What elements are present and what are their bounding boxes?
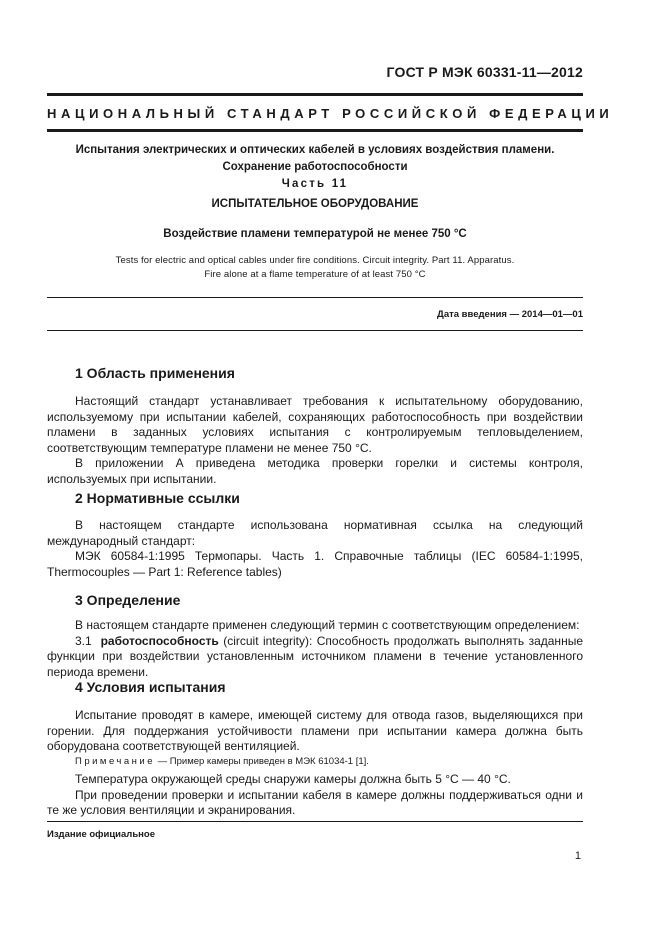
section-2-paragraph-1: В настоящем стандарте использована нормативная ссылка на следующий международный стандарт: [47,518,583,548]
date-divider [47,330,583,331]
title-line-1: Испытания электрических и оптических кабелей в условиях воздействия пламени. [75,144,555,156]
footer-rule [47,821,583,822]
title-block [47,142,583,176]
section-1-paragraph-1: Настоящий стандарт устанавливает требования к испытательному оборудованию, используемому при испытании кабелей, сохраняющих работоспособность при воздействии пламени в заданных условиях испытания с контролируемым тепловыделением, соответствующим температуре пламени не менее 750 °C. [47,394,583,455]
english-title-line-1: Tests for electric and optical cables under fire conditions. Circuit integrity. Part 11. Apparatus. [115,255,515,266]
english-title [47,254,583,282]
section-3-body [47,618,583,680]
note-label: Примечание [75,756,155,767]
section-1-body [47,394,583,488]
section-3-paragraph-1: В настоящем стандарте применен следующий термин с соответствующим определением: [75,618,580,632]
part-name: ИСПЫТАТЕЛЬНОЕ ОБОРУДОВАНИЕ [211,198,419,210]
note-text: — Пример камеры приведен в МЭК 61034-1 [1]. [157,756,369,767]
definition-term: работоспособность [100,633,219,648]
section-4-heading: 4 Условия испытания [75,679,226,695]
introduction-date: Дата введения — 2014—01—01 [437,309,583,320]
section-2-reference: МЭК 60584-1:1995 Термопары. Часть 1. Справочные таблицы (IEC 60584-1:1995, Thermocouples — Part 1: Reference tables) [47,549,583,579]
title-line-2: Сохранение работоспособности [222,161,408,173]
title-subtitle: Воздействие пламени температурой не менее 750 °C [163,228,467,240]
national-standard-banner: НАЦИОНАЛЬНЫЙ СТАНДАРТ РОССИЙСКОЙ ФЕДЕРАЦИИ [47,106,614,121]
definition-text: (circuit integrity): Способность продолжать выполнять заданные функции при воздействии установленным источником пламени в течение установленного периода времени. [47,633,583,679]
section-4-paragraph-1: Испытание проводят в камере, имеющей систему для отвода газов, выделяющихся при горении. Для поддержания устойчивости пламени при испытании камера должна быть оборудована соответствующей вентиляцией. [47,708,583,754]
section-4-paragraph-3: При проведении проверки и испытании кабеля в камере должны поддерживаться одни и те же условия вентиляции и экранирования. [47,787,583,818]
definition-number: 3.1 [75,633,92,648]
section-3-definition [47,634,583,681]
header-rule-bottom [47,129,583,132]
title-divider [47,297,583,298]
part-number: Часть 11 [281,178,349,190]
edition-label: Издание официальное [47,829,155,840]
section-4-body-continued [47,772,583,819]
section-3-heading: 3 Определение [75,592,181,608]
english-title-line-2: Fire alone at a flame temperature of at least 750 °C [204,269,426,280]
section-2-body [47,518,583,580]
page-number: 1 [574,850,581,862]
section-2-heading: 2 Нормативные ссылки [75,490,240,506]
section-1-heading: 1 Область применения [75,365,235,381]
header-rule-top [47,93,583,96]
document-id: ГОСТ Р МЭК 60331-11—2012 [386,64,583,80]
section-1-paragraph-2: В приложении А приведена методика проверки горелки и системы контроля, используемых при испытании. [47,456,583,486]
section-4-body [47,708,583,755]
section-4-note [75,756,369,767]
section-4-paragraph-2: Температура окружающей среды снаружи камеры должна быть 5 °C — 40 °C. [75,772,511,786]
